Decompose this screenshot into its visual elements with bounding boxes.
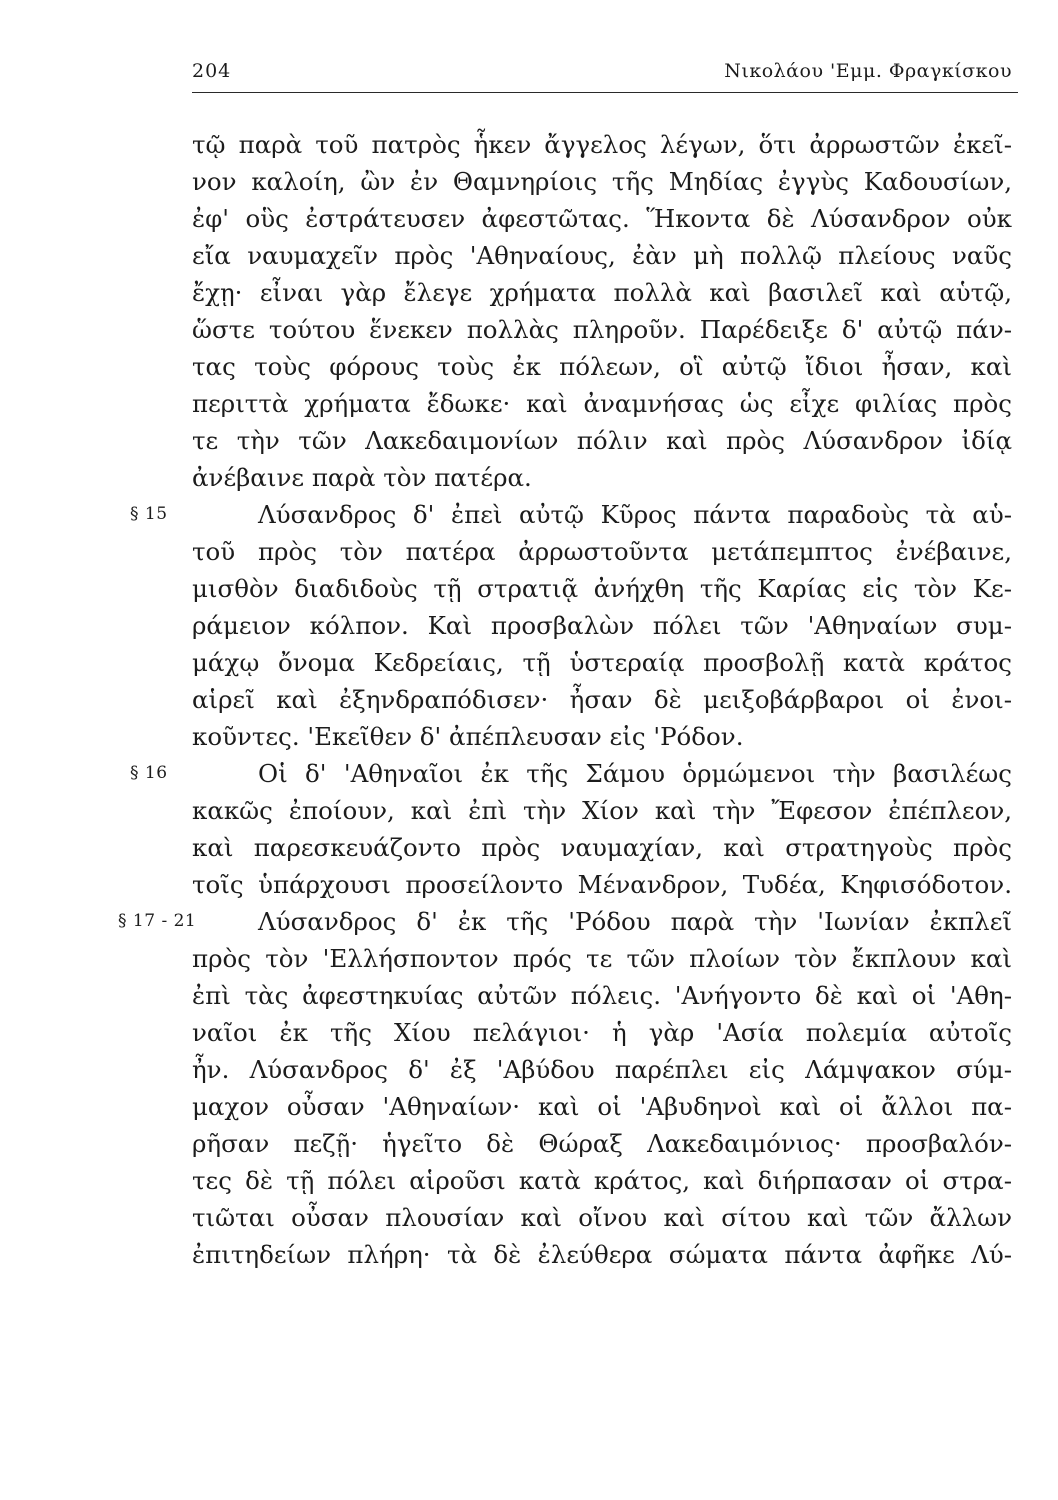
body-text xyxy=(118,126,1012,1273)
paragraph-continuation xyxy=(192,126,1012,496)
text-line: ράμειον κόλπον. Καὶ προσβαλὼν πόλει τῶν 'Αθηναίων συμ- xyxy=(192,611,1012,640)
text-line-content: Οἱ δ' 'Αθηναῖοι ἐκ τῆς Σάμου ὁρμώμενοι τὴν βασιλέως xyxy=(258,759,1012,788)
text-line: τες δὲ τῇ πόλει αἱροῦσι κατὰ κράτος, καὶ διήρπασαν οἱ στρα- xyxy=(192,1166,1012,1195)
text-line: τε τὴν τῶν Λακεδαιμονίων πόλιν καὶ πρὸς Λύσανδρον ἰδίᾳ xyxy=(192,426,1012,455)
paragraph-section-17-21 xyxy=(118,903,1012,1273)
paragraph-section-16 xyxy=(130,755,1012,903)
text-line: ναῖοι ἐκ τῆς Χίου πελάγιοι· ἡ γὰρ 'Ασία πολεμία αὐτοῖς xyxy=(192,1018,1012,1047)
text-line: περιττὰ χρήματα ἔδωκε· καὶ ἀναμνήσας ὡς εἶχε φιλίας πρὸς xyxy=(192,389,1012,418)
text-line: ὥστε τούτου ἕνεκεν πολλὰς πληροῦν. Παρέδειξε δ' αὐτῷ πάν- xyxy=(192,315,1012,344)
text-line: μαχον οὖσαν 'Αθηναίων· καὶ οἱ 'Αβυδηνοὶ καὶ οἱ ἄλλοι πα- xyxy=(192,1092,1012,1121)
text-line: ἐπὶ τὰς ἀφεστηκυίας αὐτῶν πόλεις. 'Ανήγοντο δὲ καὶ οἱ 'Αθη- xyxy=(192,981,1012,1010)
text-line: κοῦντες. 'Εκεῖθεν δ' ἀπέπλευσαν εἰς 'Ρόδον. xyxy=(192,722,744,751)
text-line: τας τοὺς φόρους τοὺς ἐκ πόλεων, οἳ αὐτῷ ἴδιοι ἦσαν, καὶ xyxy=(192,352,1012,381)
section-marker: § 15 xyxy=(130,504,168,524)
text-line: ἀνέβαινε παρὰ τὸν πατέρα. xyxy=(192,463,532,492)
page-header xyxy=(192,58,1018,90)
text-line: αἱρεῖ καὶ ἐξηνδραπόδισεν· ἦσαν δὲ μειξοβάρβαροι οἱ ἐνοι- xyxy=(192,685,1012,714)
text-line: ἐφ' οὓς ἐστράτευσεν ἀφεστῶτας. Ἥκοντα δὲ Λύσανδρον οὐκ xyxy=(192,204,1012,233)
section-marker: § 17 - 21 xyxy=(118,911,197,931)
text-line: ἔχῃ· εἶναι γὰρ ἔλεγε χρήματα πολλὰ καὶ βασιλεῖ καὶ αὑτῷ, xyxy=(192,278,1012,307)
text-line-content: Λύσανδρος δ' ἐκ τῆς 'Ρόδου παρὰ τὴν 'Ιωνίαν ἐκπλεῖ xyxy=(258,907,1012,936)
text-line: πρὸς τὸν 'Ελλήσποντον πρός τε τῶν πλοίων τὸν ἔκπλουν καὶ xyxy=(192,944,1012,973)
text-line: τοῦ πρὸς τὸν πατέρα ἀρρωστοῦντα μετάπεμπτος ἐνέβαινε, xyxy=(192,537,1012,566)
text-line: τῷ παρὰ τοῦ πατρὸς ἧκεν ἄγγελος λέγων, ὅτι ἀρρωστῶν ἐκεῖ- xyxy=(192,130,1012,159)
text-line: καὶ παρεσκευάζοντο πρὸς ναυμαχίαν, καὶ στρατηγοὺς πρὸς xyxy=(192,833,1012,862)
running-title: Νικολάου 'Εμμ. Φραγκίσκου xyxy=(724,60,1012,82)
text-line: τιῶται οὖσαν πλουσίαν καὶ οἴνου καὶ σίτου καὶ τῶν ἄλλων xyxy=(192,1203,1012,1232)
text-line xyxy=(130,755,1012,792)
text-line xyxy=(118,903,1012,940)
paragraph-section-15 xyxy=(130,496,1012,755)
text-line: ρῆσαν πεζῇ· ἡγεῖτο δὲ Θώραξ Λακεδαιμόνιος· προσβαλόν- xyxy=(192,1129,1012,1158)
text-line: εἴα ναυμαχεῖν πρὸς 'Αθηναίους, ἐὰν μὴ πολλῷ πλείους ναῦς xyxy=(192,241,1012,270)
text-line: μισθὸν διαδιδοὺς τῇ στρατιᾷ ἀνήχθη τῆς Καρίας εἰς τὸν Κε- xyxy=(192,574,1012,603)
text-line: τοῖς ὑπάρχουσι προσείλοντο Μένανδρον, Τυδέα, Κηφισόδοτον. xyxy=(192,870,1012,899)
text-line xyxy=(130,496,1012,533)
page-number: 204 xyxy=(192,60,232,82)
section-marker: § 16 xyxy=(130,763,168,783)
text-line: ἦν. Λύσανδρος δ' ἐξ 'Αβύδου παρέπλει εἰς Λάμψακον σύμ- xyxy=(192,1055,1012,1084)
text-line: νον καλοίη, ὢν ἐν Θαμνηρίοις τῆς Μηδίας ἐγγὺς Καδουσίων, xyxy=(192,167,1012,196)
text-line: ἐπιτηδείων πλήρη· τὰ δὲ ἐλεύθερα σώματα πάντα ἀφῆκε Λύ- xyxy=(192,1240,1012,1269)
text-line-content: Λύσανδρος δ' ἐπεὶ αὐτῷ Κῦρος πάντα παραδοὺς τὰ αὑ- xyxy=(258,500,1012,529)
header-rule xyxy=(192,92,1018,93)
text-line: κακῶς ἐποίουν, καὶ ἐπὶ τὴν Χίον καὶ τὴν Ἔφεσον ἐπέπλεον, xyxy=(192,796,1012,825)
text-line: μάχῳ ὄνομα Κεδρείαις, τῇ ὑστεραίᾳ προσβολῇ κατὰ κράτος xyxy=(192,648,1012,677)
